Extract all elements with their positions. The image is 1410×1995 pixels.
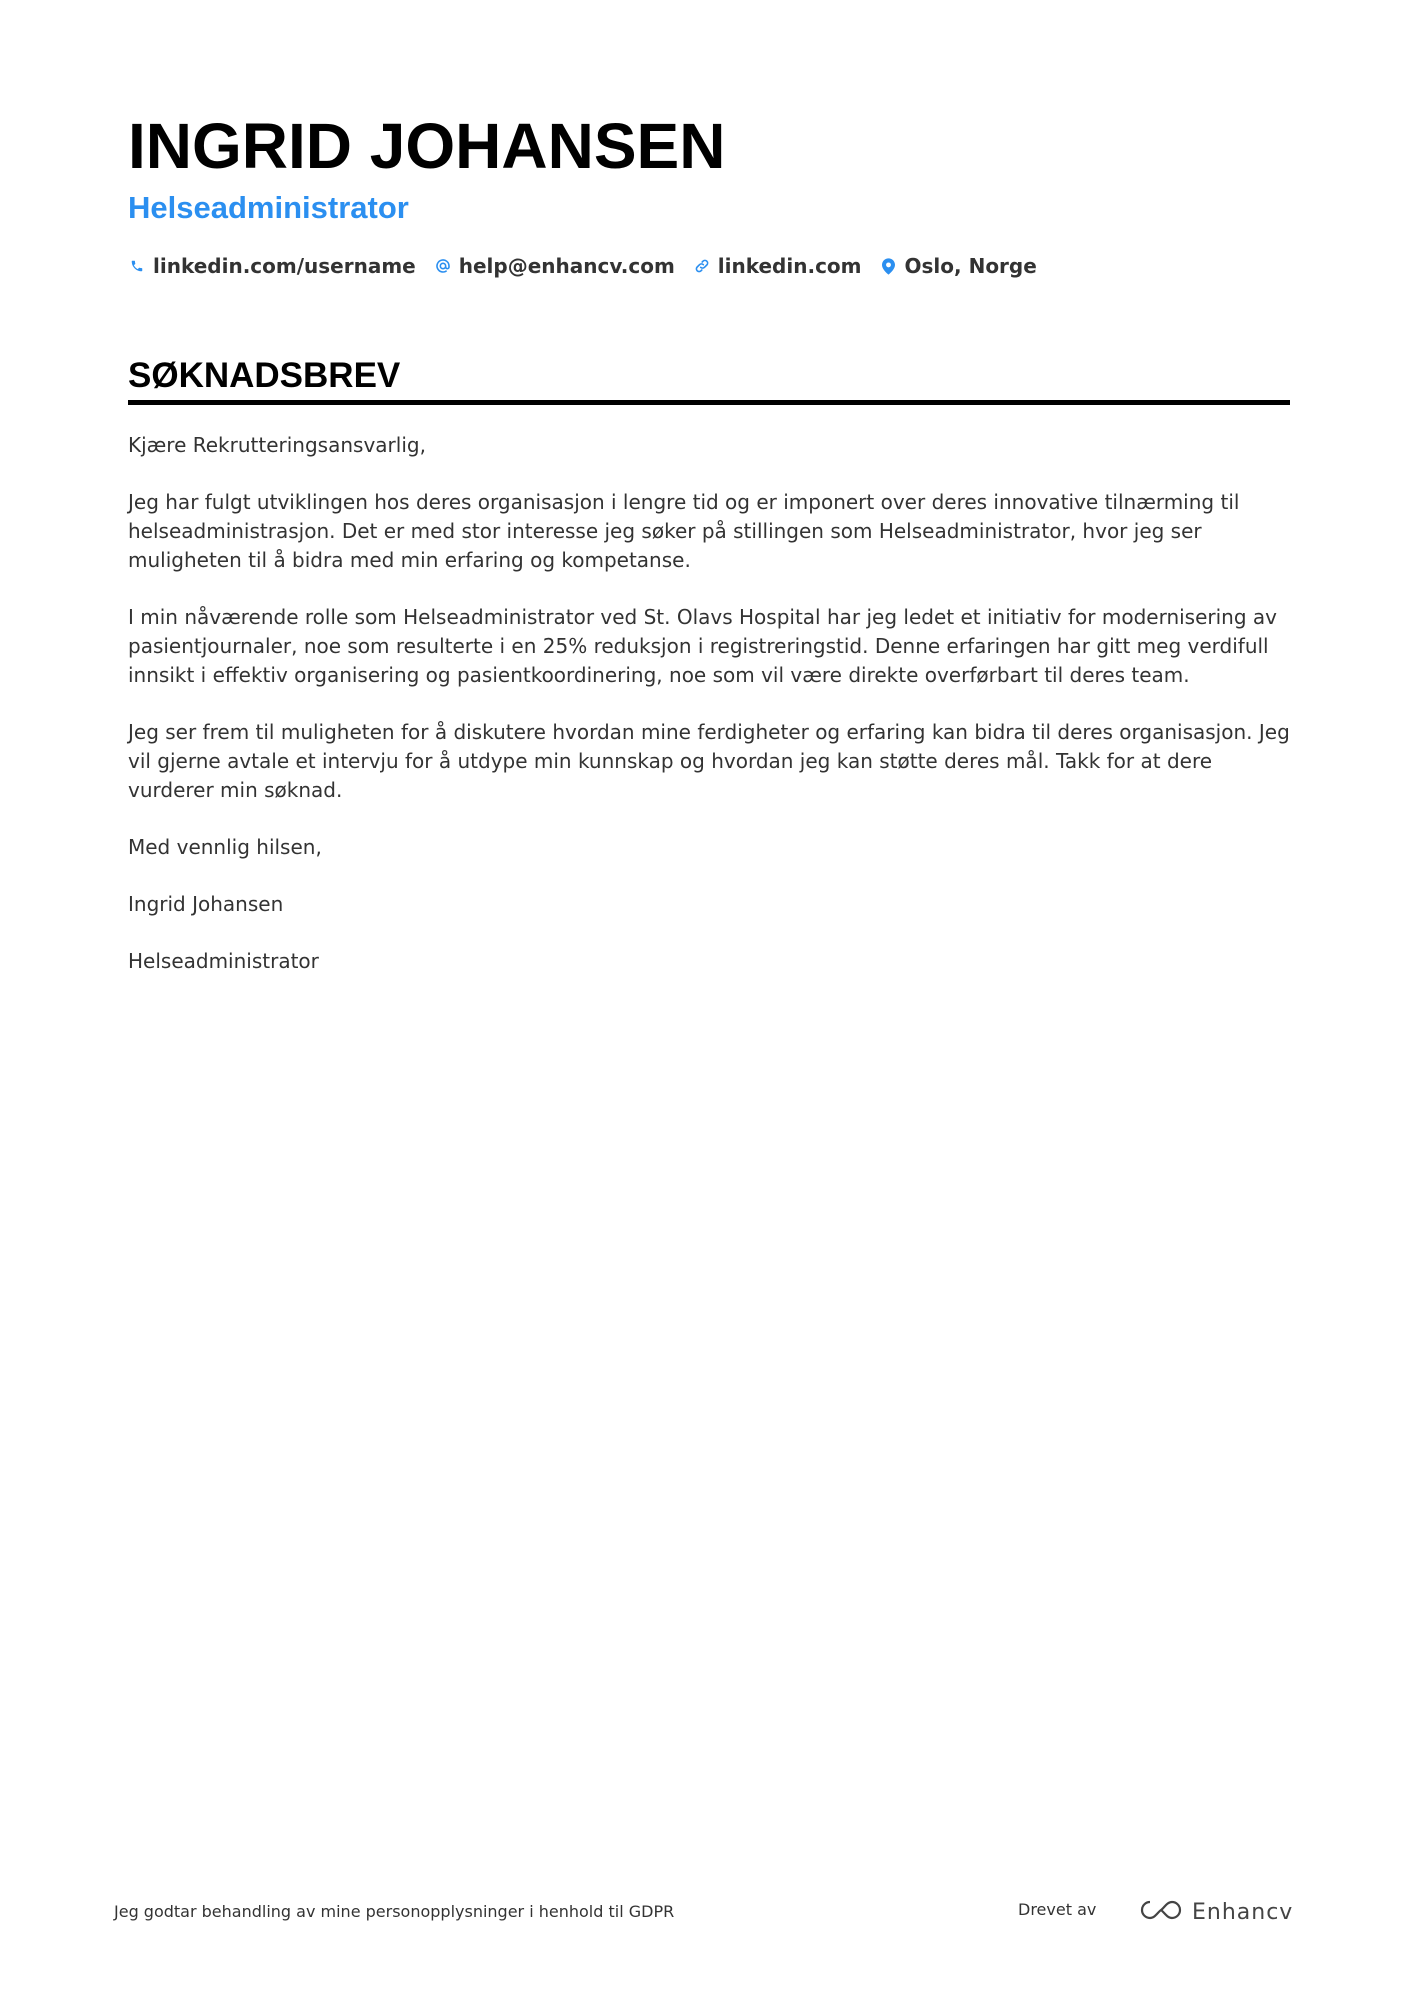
letter-salutation: Kjære Rekrutteringsansvarlig, [128, 433, 426, 457]
letter-paragraph: Jeg har fulgt utviklingen hos deres organisasjon i lengre tid og er imponert over deres innovative tilnærming til helseadministrasjon. Det er med stor interesse jeg søker på stillingen som Helseadministrator, hvor jeg ser muligheten til å bidra med min erfaring og kompetanse. [128, 490, 1240, 572]
letter-closing: Med vennlig hilsen, [128, 835, 322, 859]
contact-location [880, 254, 1037, 278]
section-title: SØKNADSBREV [128, 356, 1290, 405]
contact-email[interactable] [434, 254, 675, 278]
footer [114, 1892, 1294, 1932]
enhancv-logo-icon [1138, 1898, 1184, 1926]
contact-link[interactable] [693, 254, 862, 278]
contact-link-text: linkedin.com [717, 254, 862, 278]
candidate-name: INGRID JOHANSEN [128, 110, 726, 182]
cover-letter-page [128, 108, 1290, 1004]
location-pin-icon [880, 256, 898, 276]
contact-phone[interactable] [128, 254, 416, 278]
enhancv-logo-text: Enhancv [1192, 1899, 1294, 1925]
at-icon [434, 256, 452, 276]
phone-icon [128, 256, 146, 276]
powered-by-label: Drevet av [1018, 1900, 1097, 1919]
candidate-role: Helseadministrator [128, 190, 409, 225]
letter-paragraph: I min nåværende rolle som Helseadministrator ved St. Olavs Hospital har jeg ledet et initiativ for modernisering av pasientjournaler, noe som resulterte i en 25% reduksjon i registreringstid. Denne erfaringen har gitt meg verdifull innsikt i effektiv organisering og pasientkoordinering, noe som vil være direkte overførbart til deres team. [128, 605, 1277, 687]
letter-paragraph: Jeg ser frem til muligheten for å diskutere hvordan mine ferdigheter og erfaring kan bidra til deres organisasjon. Jeg vil gjerne avtale et intervju for å utdype min kunnskap og hvordan jeg kan støtte deres mål. Takk for at dere vurderer min søknad. [128, 720, 1290, 802]
signature-name: Ingrid Johansen [128, 892, 284, 916]
contact-email-text: help@enhancv.com [458, 254, 675, 278]
gdpr-consent-text: Jeg godtar behandling av mine personopplysninger i henhold til GDPR [114, 1902, 675, 1921]
enhancv-logo[interactable] [1138, 1892, 1293, 1932]
contact-location-text: Oslo, Norge [904, 254, 1037, 278]
link-icon [693, 256, 711, 276]
contact-bar [128, 250, 1290, 282]
contact-phone-text: linkedin.com/username [153, 254, 416, 278]
signature-title: Helseadministrator [128, 949, 319, 973]
letter-body [128, 431, 1290, 976]
